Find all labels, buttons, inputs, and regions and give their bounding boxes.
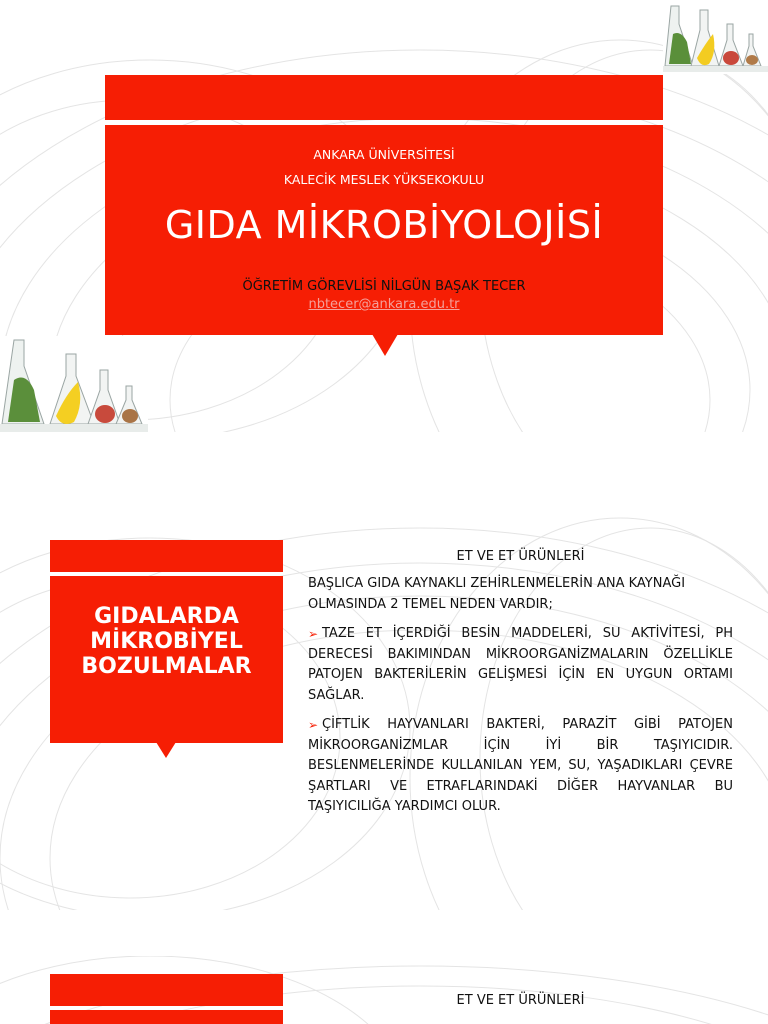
section-box: [50, 1010, 283, 1024]
school-name: KALECİK MESLEK YÜKSEKOKULU: [283, 172, 485, 187]
content-intro: BAŞLICA GIDA KAYNAKLI ZEHİRLENMELERİN ANA KAYNAĞI OLMASINDA 2 TEMEL NEDEN VARDIR;: [308, 576, 686, 612]
content-heading: ET VE ET ÜRÜNLERİ: [456, 993, 585, 1008]
list-item-text: ÇİFTLİK HAYVANLARI BAKTERİ, PARAZİT GİBİ PATOJEN MİKROORGANİZMLAR İÇİN İYİ BİR TAŞIYICIDIR. BESLENMELERİNDE KULLANILAN YEM, SU, YAŞADIKLARI ÇEVRE ŞARTLARI VE ETRAFLARINDAKİ DİĞER HAYVANLAR BU TAŞIYICILIĞA YARDIMCI OLUR.: [308, 717, 733, 814]
section-top-bar: [50, 540, 283, 572]
list-item-text: TAZE ET İÇERDİĞİ BESİN MADDELERİ, SU AKTİVİTESİ, PH DERECESİ BAKIMINDAN MİKROORGANİZMALARIN ÖZELLİKLE PATOJEN BAKTERİLERİN GELİŞMESİ İÇİN EN UYGUN ORTAMI SAĞLAR.: [308, 626, 733, 703]
slide-content-next: [0, 956, 768, 1024]
slide-content: [0, 478, 768, 910]
presentation-title: GIDA MİKROBİYOLOJİSİ: [164, 203, 604, 247]
title-top-bar: [105, 75, 663, 120]
title-box-pointer: [372, 334, 398, 356]
university-name: ANKARA ÜNİVERSİTESİ: [313, 147, 455, 162]
lab-flasks-with-food-image: [663, 0, 768, 74]
slide-title: [0, 0, 768, 432]
author-name: ÖĞRETİM GÖREVLİSİ NİLGÜN BAŞAK TECER: [242, 279, 526, 294]
lab-flasks-with-food-image: [0, 336, 148, 432]
list-item: [308, 715, 733, 818]
section-box-pointer: [156, 742, 176, 758]
section-title: GIDALARDA MİKROBİYEL BOZULMALAR: [81, 604, 252, 679]
section-box: [50, 576, 283, 743]
arrow-bullet-icon: ➢: [308, 627, 319, 641]
section-top-bar: [50, 974, 283, 1006]
list-item: [308, 624, 733, 706]
arrow-bullet-icon: ➢: [308, 718, 319, 732]
author-email-link[interactable]: nbtecer@ankara.edu.tr: [308, 297, 460, 312]
title-box: [105, 125, 663, 335]
content-heading: ET VE ET ÜRÜNLERİ: [456, 549, 585, 564]
